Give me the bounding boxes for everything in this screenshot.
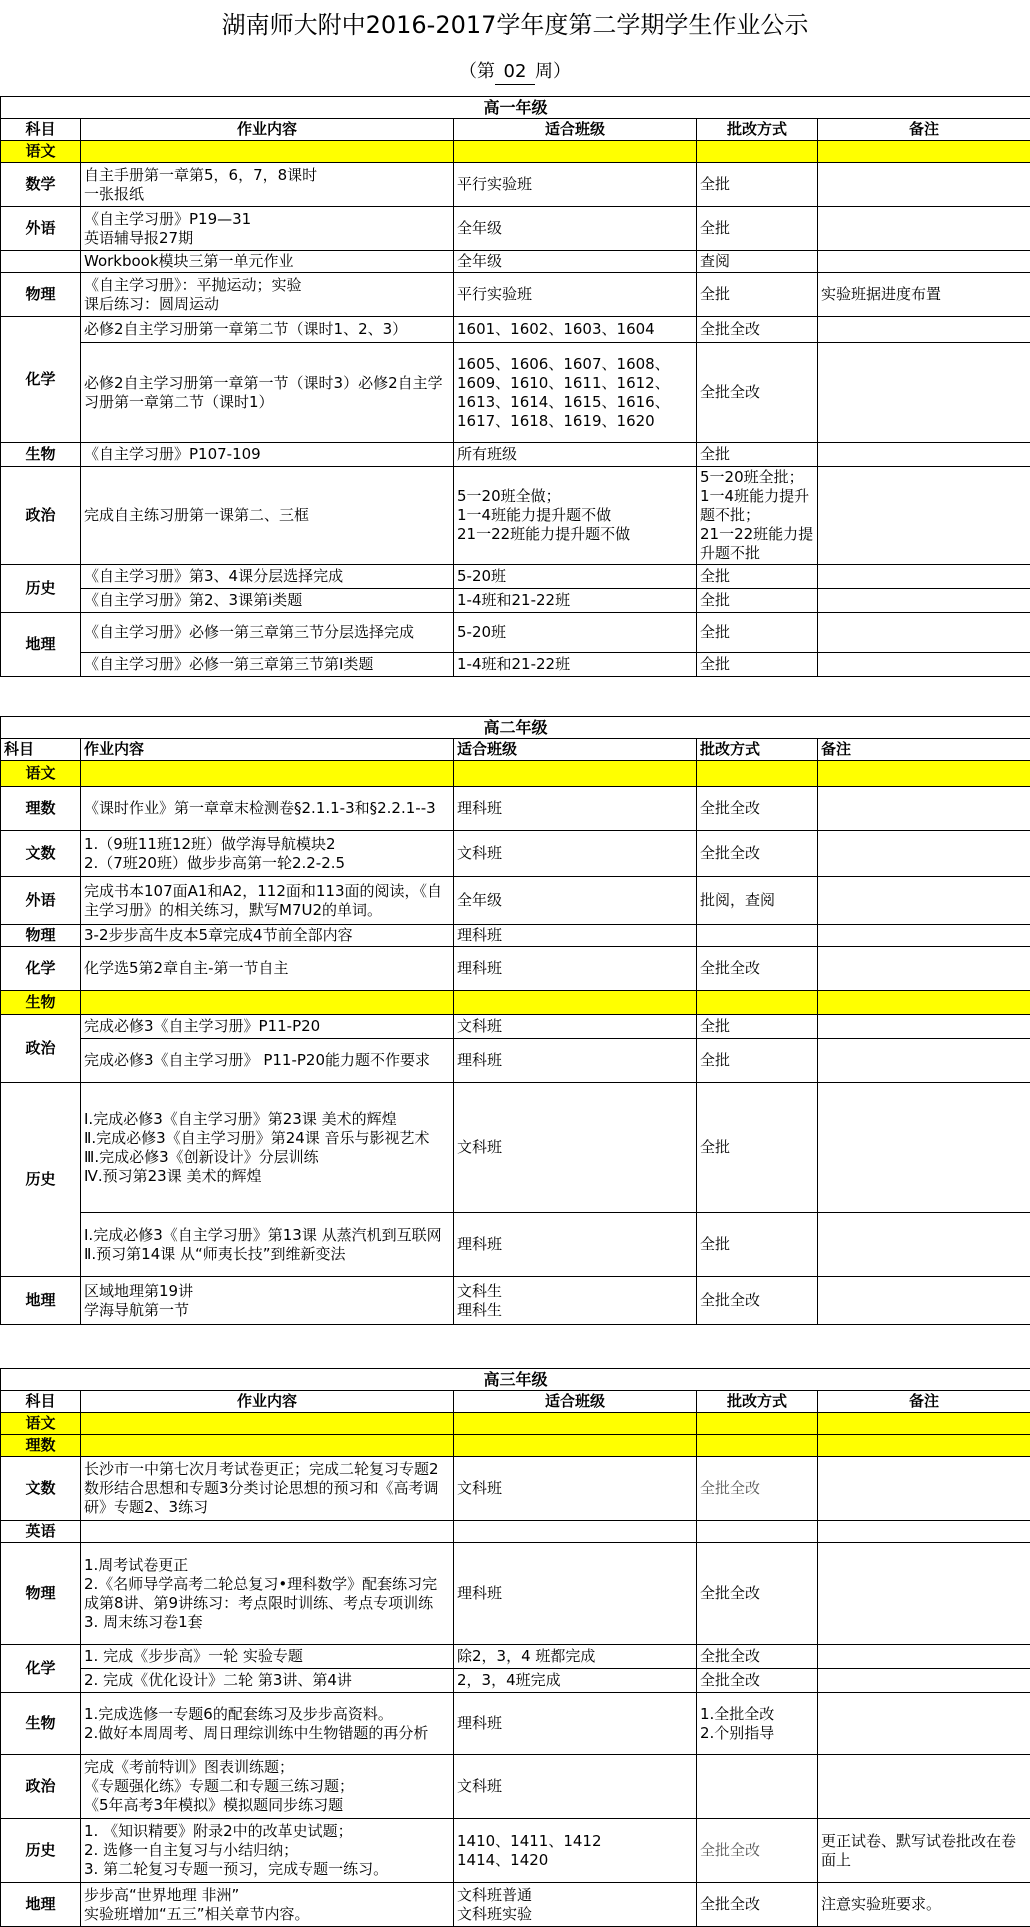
subject-cell: 理数 [1,1435,81,1457]
method-cell: 全批 [697,1213,818,1277]
note-cell: 实验班据进度布置 [818,273,1030,317]
method-cell [697,141,818,163]
subject-cell: 语文 [1,761,81,787]
content-cell: 完成必修3《自主学习册》 P11-P20能力题不作要求 [81,1039,454,1083]
note-cell [818,1669,1030,1693]
table-row [1,613,1030,653]
subject-cell: 文数 [1,1457,81,1521]
classes-cell: 所有班级 [454,443,697,467]
note-cell [818,1413,1030,1435]
method-cell: 全批全改 [697,1645,818,1669]
content-cell: 2. 完成《优化设计》二轮 第3讲、第4讲 [81,1669,454,1693]
content-cell: 《自主学习册》必修一第三章第三节分层选择完成 [81,613,454,653]
header-method: 批改方式 [697,1391,818,1413]
content-cell: 1. 《知识精要》附录2中的改革史试题； 2. 选修一自主复习与小结归纳； 3. 第二轮复习专题一预习，完成专题一练习。 [81,1819,454,1883]
note-cell [818,141,1030,163]
note-cell [818,1083,1030,1213]
subject-cell: 地理 [1,613,81,677]
method-cell: 全批全改 [697,787,818,831]
classes-cell: 文科班 [454,1457,697,1521]
method-cell: 全批全改 [697,947,818,991]
classes-cell: 文科班 [454,1755,697,1819]
content-cell [81,1435,454,1457]
header-note: 备注 [818,119,1030,141]
header-content: 作业内容 [81,1391,454,1413]
note-cell [818,1645,1030,1669]
subject-cell: 生物 [1,991,81,1015]
table-row [1,443,1030,467]
content-cell: 《自主学习册》第3、4课分层选择完成 [81,565,454,589]
table-row [1,1015,1030,1039]
content-cell [81,1521,454,1543]
classes-cell: 文科班普通 文科班实验 [454,1883,697,1927]
grade-title: 高二年级 [1,717,1030,739]
method-cell: 5一20班全批； 1一4班能力提升题不批； 21一22班能力提升题不批 [697,467,818,565]
week-prefix: （第 [459,61,495,82]
classes-cell: 全年级 [454,877,697,925]
method-cell: 查阅 [697,251,818,273]
grade3-table [0,1368,1030,1927]
week-number: 02 [495,60,535,85]
table-row [1,761,1030,787]
classes-cell: 理科班 [454,1543,697,1645]
method-cell [697,925,818,947]
content-cell: 自主手册第一章第5，6，7，8课时 一张报纸 [81,163,454,207]
classes-cell [454,761,697,787]
table-row [1,1413,1030,1435]
method-cell: 全批 [697,163,818,207]
table-row [1,163,1030,207]
note-cell [818,207,1030,251]
note-cell [818,1521,1030,1543]
header-classes: 适合班级 [454,739,697,761]
subject-cell: 理数 [1,787,81,831]
note-cell [818,761,1030,787]
content-cell: 《自主学习册》第2、3课第ⅰ类题 [81,589,454,613]
classes-cell: 理科班 [454,925,697,947]
table-row [1,947,1030,991]
header-subject: 科目 [1,739,81,761]
table-row [1,343,1030,443]
subject-cell: 外语 [1,207,81,251]
header-subject: 科目 [1,1391,81,1413]
method-cell [697,1435,818,1457]
subject-cell: 语文 [1,141,81,163]
classes-cell: 理科班 [454,1693,697,1755]
method-cell: 全批全改 [697,831,818,877]
subject-cell: 数学 [1,163,81,207]
table-row [1,251,1030,273]
method-cell [697,991,818,1015]
method-cell: 全批全改 [697,1457,818,1521]
subject-cell: 物理 [1,1543,81,1645]
classes-cell: 理科班 [454,947,697,991]
note-cell [818,317,1030,343]
table-row [1,1645,1030,1669]
classes-cell [454,1521,697,1543]
table-row [1,1819,1030,1883]
subject-cell: 英语 [1,1521,81,1543]
table-row [1,207,1030,251]
table-row [1,991,1030,1015]
content-cell: 1.（9班11班12班）做学海导航模块2 2.（7班20班）做步步高第一轮2.2-2.5 [81,831,454,877]
classes-cell: 理科班 [454,787,697,831]
table-row [1,877,1030,925]
table-row [1,1693,1030,1755]
note-cell [818,467,1030,565]
content-cell: Workbook模块三第一单元作业 [81,251,454,273]
method-cell: 全批 [697,273,818,317]
method-cell: 全批全改 [697,317,818,343]
method-cell: 全批 [697,653,818,677]
method-cell: 全批全改 [697,343,818,443]
method-cell: 全批 [697,207,818,251]
classes-cell: 平行实验班 [454,163,697,207]
classes-cell: 1601、1602、1603、1604 [454,317,697,343]
content-cell: 《自主学习册》P107-109 [81,443,454,467]
method-cell: 全批 [697,1039,818,1083]
header-method: 批改方式 [697,119,818,141]
note-cell [818,653,1030,677]
header-classes: 适合班级 [454,1391,697,1413]
content-cell: 完成必修3《自主学习册》P11-P20 [81,1015,454,1039]
note-cell [818,925,1030,947]
table-row [1,787,1030,831]
header-classes: 适合班级 [454,119,697,141]
content-cell [81,991,454,1015]
header-note: 备注 [818,739,1030,761]
classes-cell: 全年级 [454,251,697,273]
note-cell [818,947,1030,991]
method-cell: 全批 [697,613,818,653]
classes-cell [454,1413,697,1435]
table-row [1,1083,1030,1213]
week-label [0,60,1030,85]
note-cell [818,1277,1030,1325]
note-cell [818,1755,1030,1819]
method-cell: 全批全改 [697,1819,818,1883]
subject-cell: 生物 [1,443,81,467]
table-row [1,1883,1030,1927]
subject-cell: 政治 [1,1755,81,1819]
classes-cell: 文科班 [454,1083,697,1213]
method-cell [697,1413,818,1435]
table-row [1,467,1030,565]
grade-title: 高一年级 [1,97,1030,119]
method-cell: 全批全改 [697,1277,818,1325]
classes-cell: 除2，3，4 班都完成 [454,1645,697,1669]
method-cell: 全批全改 [697,1669,818,1693]
content-cell: 完成《考前特训》图表训练题； 《专题强化练》专题二和专题三练习题； 《5年高考3年模拟》模拟题同步练习题 [81,1755,454,1819]
classes-cell: 全年级 [454,207,697,251]
content-cell: Ⅰ.完成必修3《自主学习册》第23课 美术的辉煌 Ⅱ.完成必修3《自主学习册》第24课 音乐与影视艺术 Ⅲ.完成必修3《创新设计》分层训练 Ⅳ.预习第23课 美术的辉煌 [81,1083,454,1213]
method-cell: 全批 [697,589,818,613]
header-content: 作业内容 [81,739,454,761]
grade-title: 高三年级 [1,1369,1030,1391]
method-cell: 全批 [697,1083,818,1213]
note-cell: 更正试卷、默写试卷批改在卷面上 [818,1819,1030,1883]
classes-cell: 5-20班 [454,613,697,653]
note-cell [818,991,1030,1015]
header-method: 批改方式 [697,739,818,761]
subject-cell: 物理 [1,273,81,317]
note-cell [818,1015,1030,1039]
table-row [1,1277,1030,1325]
table-row [1,1213,1030,1277]
header-subject: 科目 [1,119,81,141]
subject-cell [1,251,81,273]
note-cell [818,1457,1030,1521]
subject-cell: 语文 [1,1413,81,1435]
method-cell: 全批 [697,1015,818,1039]
classes-cell: 平行实验班 [454,273,697,317]
content-cell: 区域地理第19讲 学海导航第一节 [81,1277,454,1325]
table-row [1,1669,1030,1693]
method-cell [697,1755,818,1819]
classes-cell: 1605、1606、1607、1608、1609、1610、1611、1612、1613、1614、1615、1616、1617、1618、1619、1620 [454,343,697,443]
classes-cell: 1410、1411、1412 1414、1420 [454,1819,697,1883]
table-row [1,141,1030,163]
content-cell [81,1413,454,1435]
classes-cell: 文科生 理科生 [454,1277,697,1325]
note-cell [818,787,1030,831]
classes-cell: 理科班 [454,1213,697,1277]
classes-cell [454,141,697,163]
table-row [1,925,1030,947]
table-row [1,317,1030,343]
note-cell [818,877,1030,925]
method-cell: 1.全批全改 2.个别指导 [697,1693,818,1755]
content-cell: 完成书本107面A1和A2，112面和113面的阅读，《自主学习册》的相关练习，默写M7U2的单词。 [81,877,454,925]
method-cell: 全批 [697,565,818,589]
method-cell: 全批全改 [697,1543,818,1645]
classes-cell [454,991,697,1015]
classes-cell: 1-4班和21-22班 [454,589,697,613]
table-row [1,1543,1030,1645]
table-row [1,1435,1030,1457]
content-cell: 《课时作业》第一章章末检测卷§2.1.1-3和§2.2.1--3 [81,787,454,831]
table-row [1,565,1030,589]
content-cell: 《自主学习册》P19—31 英语辅导报27期 [81,207,454,251]
note-cell [818,1039,1030,1083]
note-cell [818,1543,1030,1645]
header-note: 备注 [818,1391,1030,1413]
note-cell [818,565,1030,589]
grade1-table [0,96,1030,677]
table-row [1,653,1030,677]
content-cell: Ⅰ.完成必修3《自主学习册》第13课 从蒸汽机到互联网 Ⅱ.预习第14课 从“师夷长技”到维新变法 [81,1213,454,1277]
content-cell: 化学选5第2章自主-第一节自主 [81,947,454,991]
note-cell [818,443,1030,467]
note-cell [818,163,1030,207]
page-title: 湖南师大附中2016-2017学年度第二学期学生作业公示 [0,8,1030,42]
week-suffix: 周） [535,61,571,82]
content-cell: 必修2自主学习册第一章第一节（课时3）必修2自主学习册第一章第二节（课时1） [81,343,454,443]
subject-cell: 历史 [1,565,81,613]
subject-cell: 地理 [1,1883,81,1927]
note-cell [818,613,1030,653]
table-row [1,1521,1030,1543]
note-cell [818,1213,1030,1277]
content-cell: 长沙市一中第七次月考试卷更正；完成二轮复习专题2数形结合思想和专题3分类讨论思想的预习和《高考调研》专题2、3练习 [81,1457,454,1521]
content-cell: 1.周考试卷更正 2.《名师导学高考二轮总复习•理科数学》配套练习完成第8讲、第9讲练习：考点限时训练、考点专项训练 3. 周末练习卷1套 [81,1543,454,1645]
content-cell [81,761,454,787]
content-cell: 必修2自主学习册第一章第二节（课时1、2、3） [81,317,454,343]
table-row [1,1755,1030,1819]
classes-cell: 理科班 [454,1039,697,1083]
subject-cell: 生物 [1,1693,81,1755]
table-row [1,589,1030,613]
subject-cell: 外语 [1,877,81,925]
note-cell [818,1435,1030,1457]
content-cell: 《自主学习册》必修一第三章第三节第Ⅰ类题 [81,653,454,677]
subject-cell: 化学 [1,947,81,991]
method-cell [697,761,818,787]
note-cell: 注意实验班要求。 [818,1883,1030,1927]
classes-cell: 1-4班和21-22班 [454,653,697,677]
subject-cell: 化学 [1,1645,81,1693]
grade2-table [0,716,1030,1325]
table-row [1,1039,1030,1083]
note-cell [818,343,1030,443]
subject-cell: 政治 [1,467,81,565]
subject-cell: 化学 [1,317,81,443]
subject-cell: 地理 [1,1277,81,1325]
content-cell: 完成自主练习册第一课第二、三框 [81,467,454,565]
content-cell: 3-2步步高牛皮本5章完成4节前全部内容 [81,925,454,947]
classes-cell [454,1435,697,1457]
method-cell: 全批全改 [697,1883,818,1927]
classes-cell: 5-20班 [454,565,697,589]
method-cell: 批阅，查阅 [697,877,818,925]
table-row [1,1457,1030,1521]
classes-cell: 2，3，4班完成 [454,1669,697,1693]
note-cell [818,251,1030,273]
subject-cell: 文数 [1,831,81,877]
content-cell: 1.完成选修一专题6的配套练习及步步高资料。 2.做好本周周考、周日理综训练中生物错题的再分析 [81,1693,454,1755]
note-cell [818,589,1030,613]
header-content: 作业内容 [81,119,454,141]
subject-cell: 历史 [1,1819,81,1883]
method-cell: 全批 [697,443,818,467]
table-row [1,831,1030,877]
method-cell [697,1521,818,1543]
content-cell [81,141,454,163]
subject-cell: 历史 [1,1083,81,1277]
classes-cell: 文科班 [454,831,697,877]
table-row [1,273,1030,317]
classes-cell: 文科班 [454,1015,697,1039]
content-cell: 步步高“世界地理 非洲” 实验班增加“五三”相关章节内容。 [81,1883,454,1927]
content-cell: 1. 完成《步步高》一轮 实验专题 [81,1645,454,1669]
content-cell: 《自主学习册》：平抛运动；实验 课后练习：圆周运动 [81,273,454,317]
subject-cell: 政治 [1,1015,81,1083]
note-cell [818,1693,1030,1755]
subject-cell: 物理 [1,925,81,947]
note-cell [818,831,1030,877]
classes-cell: 5一20班全做； 1一4班能力提升题不做 21一22班能力提升题不做 [454,467,697,565]
